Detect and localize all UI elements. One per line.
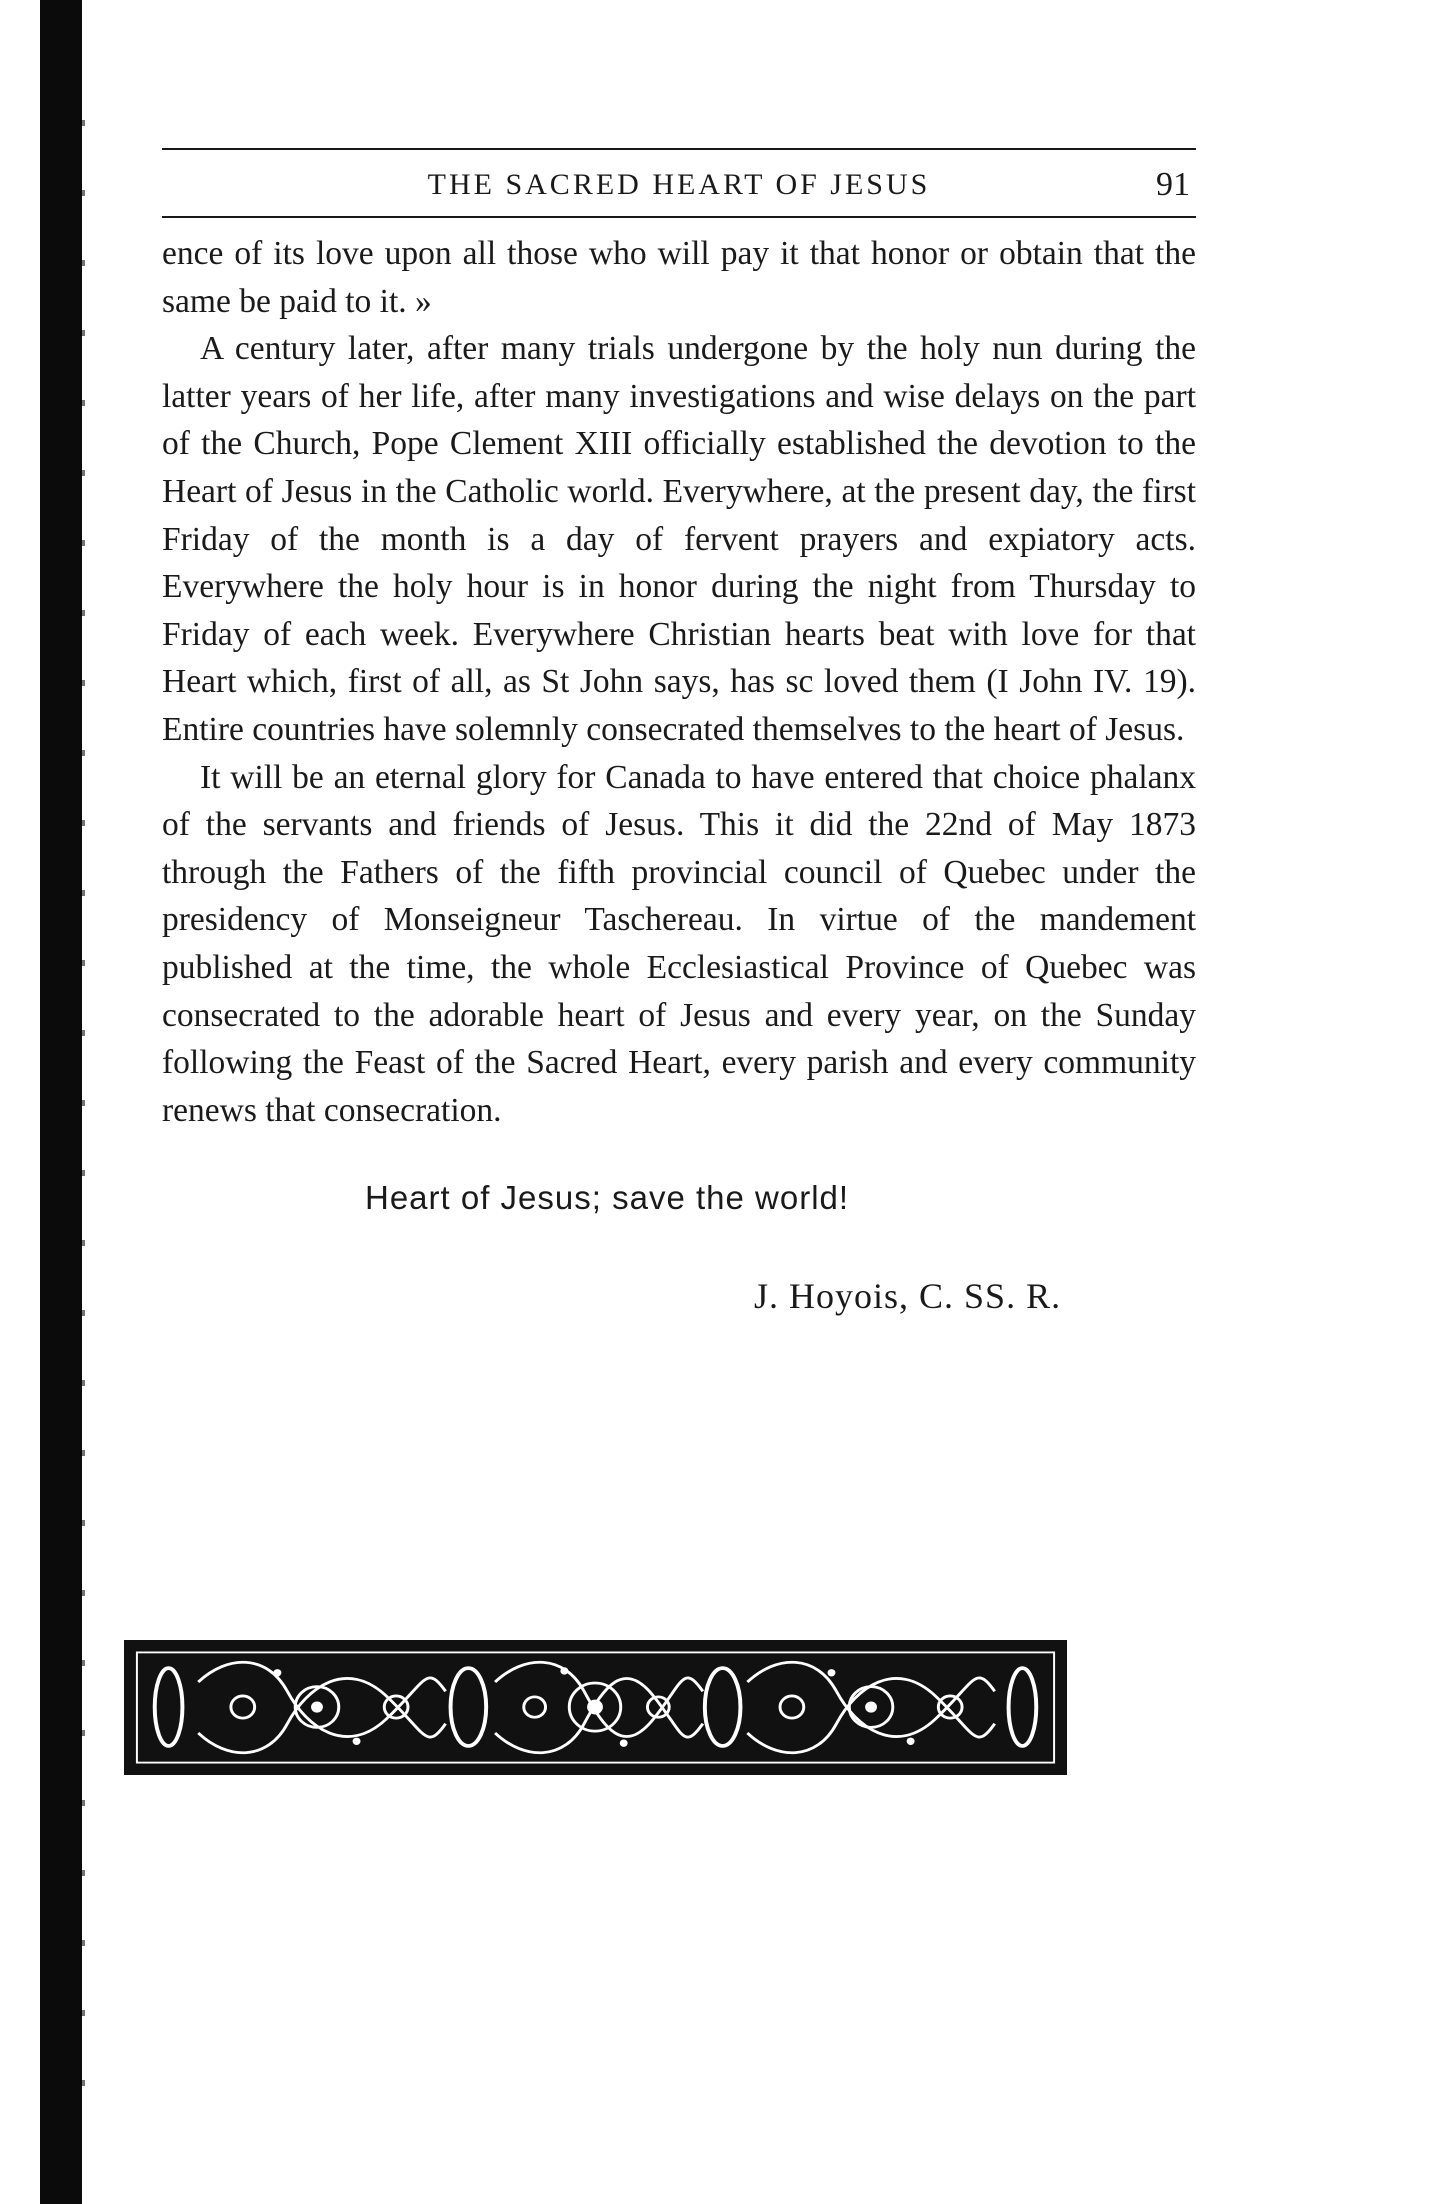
ornament-artwork: [129, 1645, 1062, 1770]
paragraph-canada: It will be an eternal glory for Canada to have entered that choice phalanx of the servants and friends of Jesus. This it did the 22nd of May 1873 through the Fathers of the fifth provincial council of Quebec under the presidency of Monseigneur Taschereau. In virtue of the mandement published at the time, the whole Ecclesiastical Province of Quebec was consecrated to the adorable heart of Jesus and every year, on the Sunday following the Feast of the Sacred Heart, every parish and every community renews that consecration.: [162, 758, 1196, 1129]
running-title: THE SACRED HEART OF JESUS: [427, 168, 931, 201]
running-head: [162, 150, 1196, 216]
paragraph-continuation: ence of its love upon all those who will pay it that honor or obtain that the same be paid to it. »: [162, 235, 1196, 320]
floral-tailpiece-ornament-icon: [124, 1640, 1067, 1775]
invocation: Heart of Jesus; save the world!: [365, 1179, 850, 1217]
body-text: [162, 230, 1196, 1134]
header-rule-bottom: [162, 216, 1196, 218]
paragraph-century-later: A century later, after many trials undergone by the holy nun during the latter years of her life, after many investigations and wise delays on the part of the Church, Pope Clement XIII officially established the devotion to the Heart of Jesus in the Catholic world. Everywhere, at the present day, the first Friday of the month is a day of fervent prayers and expiatory acts. Everywhere the holy hour is in honor during the night from Thursday to Friday of each week. Everywhere Christian hearts beat with love for that Heart which, first of all, as St John says, has sc loved them (I John IV. 19). Entire countries have solemnly consecrated themselves to the heart of Jesus.: [162, 330, 1196, 748]
scan-edge-bar: [40, 0, 82, 2204]
author-signature: J. Hoyois, C. SS. R.: [754, 1276, 1062, 1317]
page-number: 91: [1156, 166, 1190, 203]
book-page: [162, 148, 1196, 1317]
